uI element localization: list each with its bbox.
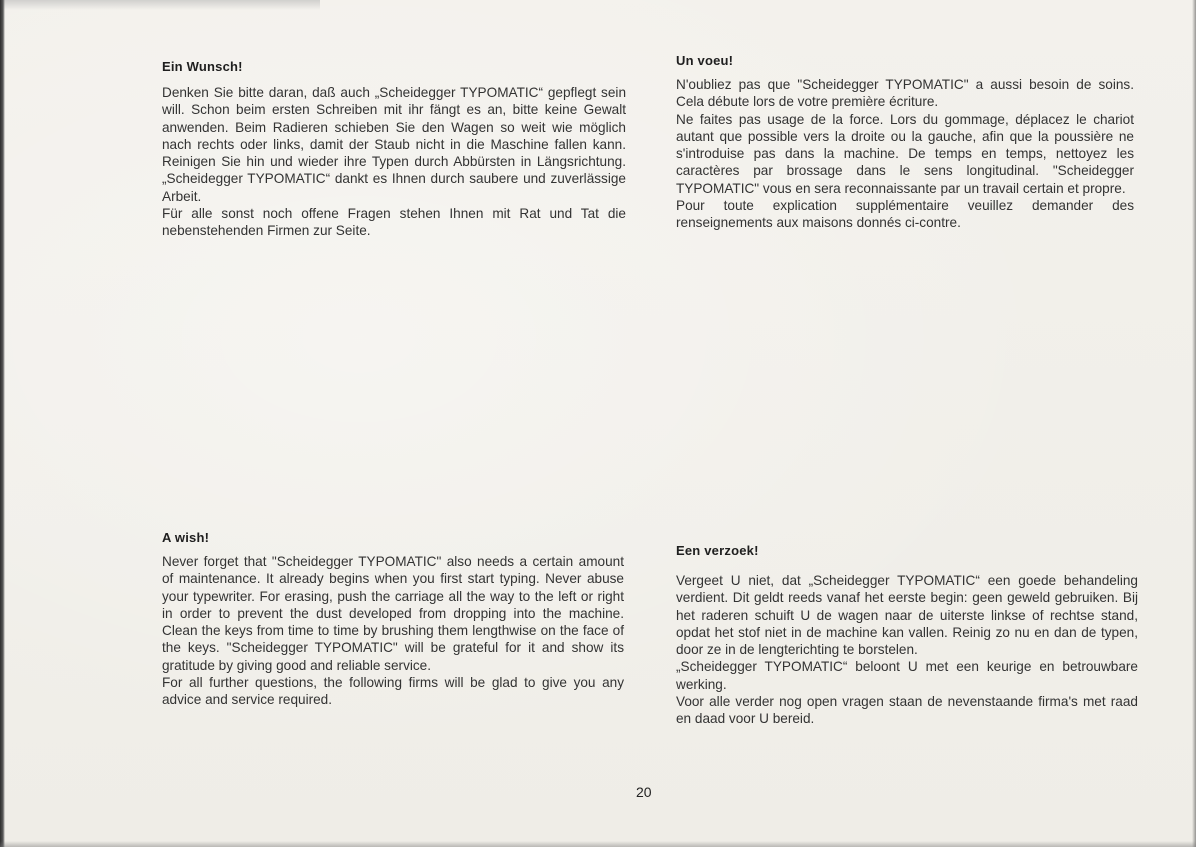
section-english-paragraph: For all further questions, the following firms will be glad to give you any advice and service required. xyxy=(162,675,624,708)
section-english-paragraph: Never forget that "Scheidegger TYPOMATIC" also needs a certain amount of maintenance. It already begins when you first start typing. Never abuse your typewriter. For erasing, push the carriage all the way to the left or right in order to prevent the dust developed from dropping into the machine. Clean the keys from time to time by brushing them lengthwise on the face of the keys. "Scheidegger TYPOMATIC" will be grateful for it and show its gratitude by giving good and reliable service. xyxy=(162,554,624,673)
section-dutch xyxy=(676,543,1138,728)
section-french-title: Un voeu! xyxy=(676,53,734,68)
section-french-paragraph: Ne faites pas usage de la force. Lors du gommage, déplacez le chariot autant que possible vers la droite ou la gauche, afin que la poussière ne s'introduise pas dans la machine. De temps en temps, nettoyez les caractères par brossage dans le sens longitudinal. "Scheidegger TYPOMATIC" vous en sera reconnaissante par un travail certain et propre. xyxy=(676,111,1134,196)
section-french-body xyxy=(676,76,1134,232)
section-dutch-paragraph: Vergeet U niet, dat „Scheidegger TYPOMATIC“ een goede behandeling verdient. Dit geldt reeds vanaf het eerste begin: geen geweld gebruiken. Bij het raderen schuift U de wagen naar de uiterste linkse of rechtse stand, opdat het stof niet in de machine kan vallen. Reinig zo nu en dan de typen, door ze in de lengterichting te borstelen. xyxy=(676,573,1138,658)
section-english-body xyxy=(162,553,624,709)
paper-edge-right xyxy=(1192,0,1196,847)
paper-edge-left xyxy=(0,0,5,847)
section-french xyxy=(676,53,1134,232)
section-german-paragraph: Denken Sie bitte daran, daß auch „Scheidegger TYPOMATIC“ gepflegt sein will. Schon beim ersten Schreiben mit ihr fängt es an, bitte keine Gewalt anwenden. Beim Radieren schieben Sie den Wagen so weit wie möglich nach rechts oder links, damit der Staub nicht in die Maschine fallen kann. Reinigen Sie hin und wieder ihre Typen durch Abbürsten in Längsrichtung. „Scheidegger TYPOMATIC“ dankt es Ihnen durch saubere und zuverlässige Arbeit. xyxy=(162,85,626,204)
section-german-paragraph: Für alle sonst noch offene Fragen stehen Ihnen mit Rat und Tat die nebenstehenden Firmen zur Seite. xyxy=(162,206,626,239)
section-french-paragraph: Pour toute explication supplémentaire veuillez demander des renseignements aux maisons donnés ci-contre. xyxy=(676,198,1134,231)
section-german-body xyxy=(162,84,626,240)
section-german-title: Ein Wunsch! xyxy=(162,59,243,74)
section-dutch-body xyxy=(676,572,1138,728)
section-english xyxy=(162,530,624,709)
section-french-paragraph: N'oubliez pas que "Scheidegger TYPOMATIC" a aussi besoin de soins. Cela débute lors de votre première écriture. xyxy=(676,77,1134,110)
paper-edge-top xyxy=(0,0,320,10)
section-dutch-paragraph: Voor alle verder nog open vragen staan de nevenstaande firma's met raad en daad voor U bereid. xyxy=(676,694,1138,727)
section-dutch-title: Een verzoek! xyxy=(676,543,759,558)
section-german xyxy=(162,59,626,240)
section-english-title: A wish! xyxy=(162,530,210,545)
section-dutch-paragraph: „Scheidegger TYPOMATIC“ beloont U met een keurige en betrouwbare werking. xyxy=(676,659,1138,692)
page-number: 20 xyxy=(636,784,652,800)
paper-edge-bottom xyxy=(0,841,1196,847)
